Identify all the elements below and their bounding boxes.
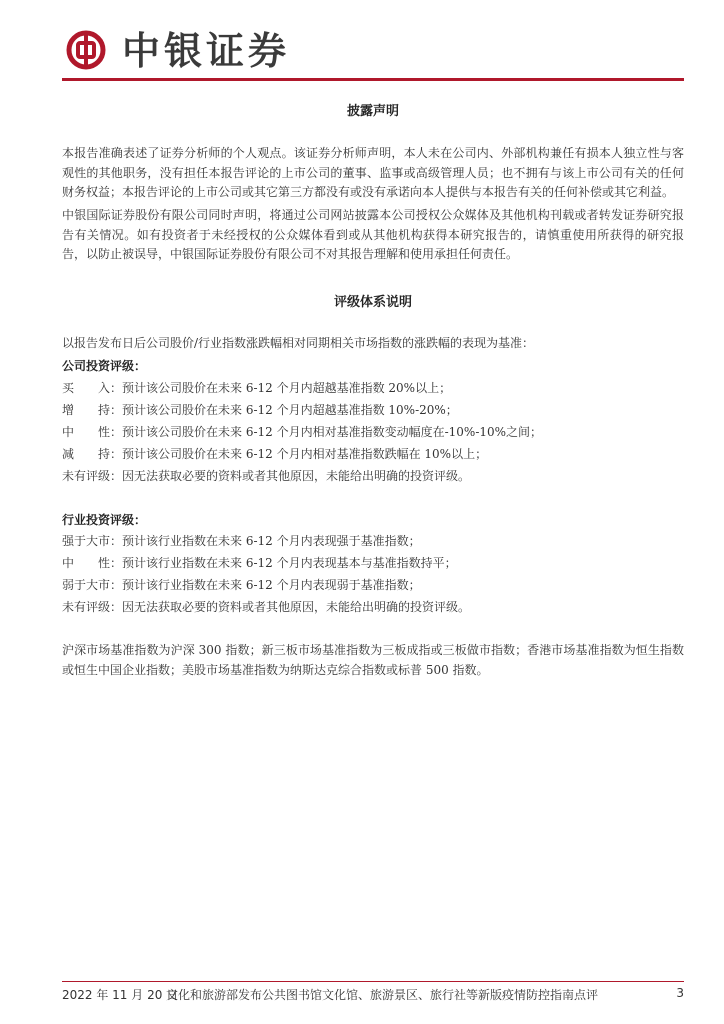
- rating-intro: 以报告发布日后公司股价/行业指数涨跌幅相对同期相关市场指数的涨跌幅的表现为基准：: [62, 336, 535, 350]
- rating-title: 评级体系说明: [333, 295, 412, 310]
- header-divider: [62, 78, 684, 81]
- footer-divider: [62, 981, 684, 982]
- company-rating-item: 未有评级：因无法获取必要的资料或者其他原因，未能给出明确的投资评级。: [62, 469, 471, 483]
- industry-rating-item: 强于大市：预计该行业指数在未来 6-12 个月内表现强于基准指数；: [62, 534, 421, 548]
- page-number: 3: [676, 986, 684, 1000]
- industry-rating-item: 弱于大市：预计该行业指数在未来 6-12 个月内表现弱于基准指数；: [62, 578, 421, 592]
- disclosure-paragraph-2: 中银国际证券股份有限公司同时声明，将通过公司网站披露本公司授权公众媒体及其他机构刊载或者转发证券研究报告有关情况。如有投资者于未经授权的公众媒体看到或从其他机构获得本研究报告的，请慎重使用所获得的研究报告，以防止被误导，中银国际证券股份有限公司不对其报告理解和使用承担任何责任。: [62, 208, 684, 261]
- disclosure-paragraph-1: 本报告准确表述了证券分析师的个人观点。该证券分析师声明，本人未在公司内、外部机构兼任有损本人独立性与客观性的其他职务，没有担任本报告评论的上市公司的董事、监事或高级管理人员；也不拥有与该上市公司有关的任何财务权益；本报告评论的上市公司或其它第三方都没有或没有承诺向本人提供与本报告有关的任何补偿或其它利益。: [62, 146, 684, 199]
- company-rating-item: 减 持：预计该公司股价在未来 6-12 个月内相对基准指数跌幅在 10%以上；: [62, 447, 488, 461]
- brand-name: 中银证券: [122, 29, 291, 73]
- disclosure-title: 披露声明: [346, 104, 399, 119]
- company-rating-item: 中 性：预计该公司股价在未来 6-12 个月内相对基准指数变动幅度在-10%-10%之间；: [62, 425, 543, 439]
- report-header: [62, 26, 684, 78]
- boc-logo-icon: [66, 30, 106, 70]
- industry-rating-item: 未有评级：因无法获取必要的资料或者其他原因，未能给出明确的投资评级。: [62, 600, 471, 614]
- footer-date: 2022 年 11 月 20 日: [62, 988, 179, 1002]
- footer-report-title: 文化和旅游部发布公共图书馆文化馆、旅游景区、旅行社等新版疫情防控指南点评: [166, 988, 599, 1002]
- company-rating-heading: 公司投资评级：: [62, 359, 147, 373]
- company-rating-item: 增 持：预计该公司股价在未来 6-12 个月内超越基准指数 10%-20%；: [62, 403, 458, 417]
- industry-rating-item: 中 性：预计该行业指数在未来 6-12 个月内表现基本与基准指数持平；: [62, 556, 457, 570]
- benchmark-note: 沪深市场基准指数为沪深 300 指数；新三板市场基准指数为三板成指或三板做市指数；香港市场基准指数为恒生指数或恒生中国企业指数；美股市场基准指数为纳斯达克综合指数或标普 500 指数。: [62, 643, 684, 677]
- industry-rating-heading: 行业投资评级：: [62, 513, 147, 527]
- report-footer: [62, 986, 684, 1004]
- company-rating-item: 买 入：预计该公司股价在未来 6-12 个月内超越基准指数 20%以上；: [62, 381, 452, 395]
